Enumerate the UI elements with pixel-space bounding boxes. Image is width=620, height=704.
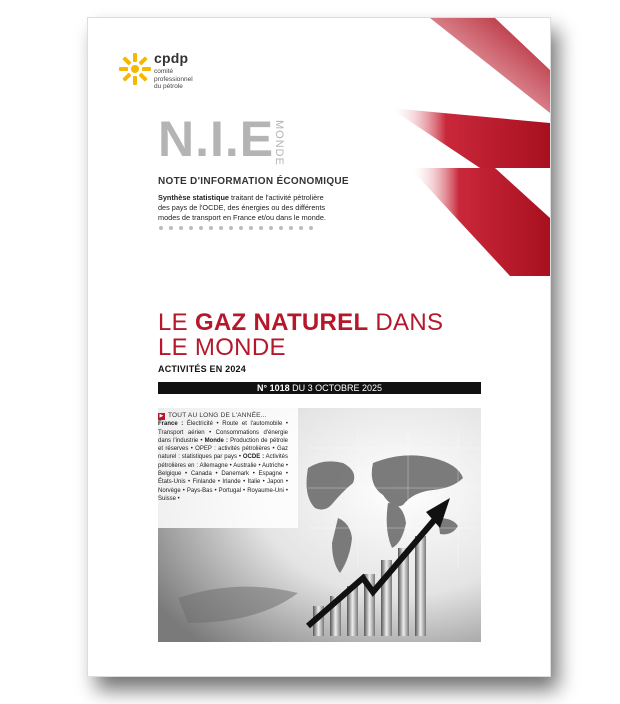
- summary-heading: ▶ TOUT AU LONG DE L'ANNÉE...: [159, 412, 267, 419]
- summary-block: ▶ TOUT AU LONG DE L'ANNÉE... France : Électricité • Route et l'automobile • Transport aérien • Consommations d'énergie dans l'industrie • Monde : Production de pétrole et réserves • OPEP : activités pétrolières • Gaz naturel : statistiques par pays • OCDE : Activités pétrolières en : Allemagne • Australie • Autriche • Belgique • Canada • Danemark • Espagne • États-Unis • Finlande • Irlande • Italie • Japon • Norvège • Pays-Bas • Portugal • Royaume-Uni • Suisse •: [158, 412, 289, 502]
- nie-description: Synthèse statistique traitant de l'activité pétrolière des pays de l'OCDE, des énergies ou des différents modes de transport en France et/ou dans le monde.: [158, 193, 326, 222]
- dotted-separator: [158, 225, 318, 231]
- issue-number-bar: N° 1018 DU 3 OCTOBRE 2025: [158, 382, 481, 394]
- document-title: LE GAZ NATUREL DANS LE MONDE: [158, 309, 444, 361]
- document-subtitle: ACTIVITÉS EN 2024: [158, 364, 246, 374]
- arrow-right-icon: ▶: [159, 413, 164, 419]
- document-cover: [88, 18, 550, 676]
- red-chevron-decoration: [370, 18, 550, 288]
- logo-subtitle: comité professionnel du pétrole: [154, 68, 193, 90]
- nie-title: N.I.E: [158, 111, 275, 167]
- cpdp-logo: [118, 48, 258, 93]
- nie-monde-vertical: MONDE: [273, 120, 285, 166]
- logo-brand: cpdp: [154, 50, 189, 66]
- nie-subtitle: NOTE D'INFORMATION ÉCONOMIQUE: [158, 176, 349, 187]
- sun-burst-logo-icon: [118, 52, 152, 86]
